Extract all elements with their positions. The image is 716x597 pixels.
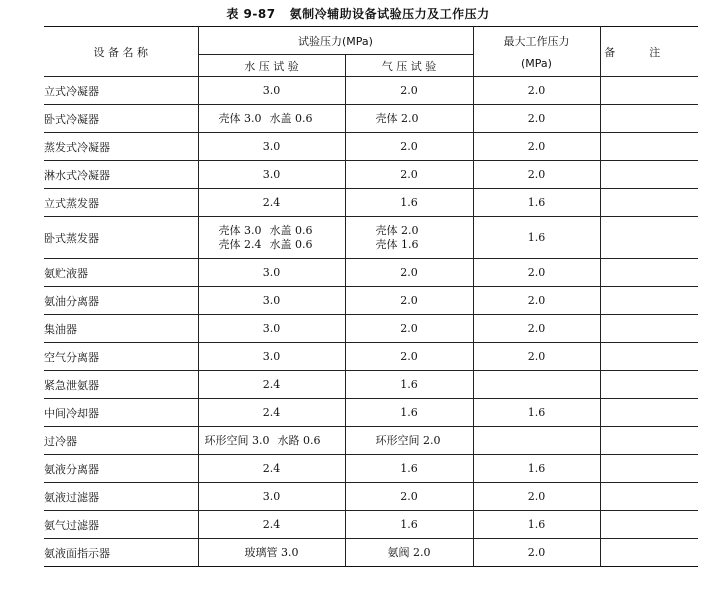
equipment-name: 卧式蒸发器 — [44, 217, 198, 259]
remark-cell — [600, 189, 698, 217]
max-working-value: 2.0 — [473, 315, 600, 343]
equipment-name: 立式蒸发器 — [44, 189, 198, 217]
max-working-value: 1.6 — [473, 189, 600, 217]
remark-cell — [600, 77, 698, 105]
pneumatic-value: 2.0 — [345, 343, 473, 371]
pneumatic-value: 2.0 — [345, 259, 473, 287]
max-working-value: 1.6 — [473, 399, 600, 427]
equipment-name: 氨液分离器 — [44, 455, 198, 483]
remark-cell — [600, 133, 698, 161]
header-max-working-unit: (MPa) — [521, 57, 552, 70]
header-pneumatic-test: 气 压 试 验 — [345, 55, 473, 77]
table-row — [44, 133, 698, 161]
remark-cell — [600, 217, 698, 259]
hydraulic-value: 2.4 — [198, 399, 345, 427]
hydraulic-value: 3.0 — [198, 77, 345, 105]
table-row — [44, 455, 698, 483]
table-row — [44, 77, 698, 105]
hydraulic-water-cover: 水盖 0.6 — [269, 111, 313, 125]
remark-cell — [600, 343, 698, 371]
pneumatic-line-2: 壳体 1.6 — [375, 237, 419, 251]
max-working-value: 1.6 — [473, 455, 600, 483]
table-row — [44, 161, 698, 189]
table-row — [44, 511, 698, 539]
remark-cell — [600, 287, 698, 315]
table-row — [44, 399, 698, 427]
remark-cell — [600, 259, 698, 287]
remark-cell — [600, 483, 698, 511]
header-max-working-label: 最大工作压力 — [503, 35, 570, 48]
equipment-name: 过冷器 — [44, 427, 198, 455]
hydraulic-water-cover: 水盖 0.6 — [269, 237, 313, 251]
hydraulic-water-cover: 水盖 0.6 — [269, 223, 313, 237]
pneumatic-value: 氨阀 2.0 — [345, 539, 473, 567]
max-working-value: 2.0 — [473, 77, 600, 105]
max-working-value: 2.0 — [473, 343, 600, 371]
equipment-name: 氨油分离器 — [44, 287, 198, 315]
header-hydraulic-test: 水 压 试 验 — [198, 55, 345, 77]
equipment-name: 氨气过滤器 — [44, 511, 198, 539]
equipment-name: 卧式冷凝器 — [44, 105, 198, 133]
hydraulic-value: 2.4 — [198, 511, 345, 539]
table-row — [44, 217, 698, 259]
table-row — [44, 287, 698, 315]
pneumatic-value: 2.0 — [345, 483, 473, 511]
hydraulic-value: 3.0 — [198, 133, 345, 161]
hydraulic-value: 3.0 — [198, 343, 345, 371]
equipment-name: 空气分离器 — [44, 343, 198, 371]
max-working-value — [473, 371, 600, 399]
table-row — [44, 105, 698, 133]
equipment-name: 氨液过滤器 — [44, 483, 198, 511]
remark-cell — [600, 455, 698, 483]
remark-cell — [600, 371, 698, 399]
pneumatic-value: 2.0 — [345, 133, 473, 161]
max-working-value: 2.0 — [473, 287, 600, 315]
max-working-value — [473, 427, 600, 455]
remark-cell — [600, 539, 698, 567]
pneumatic-value: 1.6 — [345, 371, 473, 399]
table-row — [44, 315, 698, 343]
max-working-value: 2.0 — [473, 483, 600, 511]
max-working-value: 2.0 — [473, 161, 600, 189]
hydraulic-value — [198, 105, 345, 133]
hydraulic-value: 3.0 — [198, 259, 345, 287]
equipment-name: 集油器 — [44, 315, 198, 343]
hydraulic-shell: 壳体 2.4 — [218, 237, 262, 251]
pneumatic-value: 1.6 — [345, 399, 473, 427]
pneumatic-value: 2.0 — [345, 161, 473, 189]
hydraulic-value: 3.0 — [198, 483, 345, 511]
header-remarks — [600, 27, 698, 77]
hydraulic-annular-space: 环形空间 3.0 — [204, 433, 270, 447]
pressure-table — [44, 26, 698, 567]
table-row — [44, 539, 698, 567]
hydraulic-value — [198, 427, 345, 455]
pneumatic-value: 2.0 — [345, 315, 473, 343]
table-row — [44, 483, 698, 511]
table-title: 氨制冷辅助设备试验压力及工作压力 — [289, 7, 490, 21]
pneumatic-value: 1.6 — [345, 189, 473, 217]
equipment-name: 中间冷却器 — [44, 399, 198, 427]
hydraulic-value: 2.4 — [198, 455, 345, 483]
table-caption — [0, 5, 716, 22]
equipment-name: 立式冷凝器 — [44, 77, 198, 105]
equipment-name: 淋水式冷凝器 — [44, 161, 198, 189]
max-working-value: 1.6 — [473, 217, 600, 259]
hydraulic-line-1 — [219, 224, 345, 238]
pneumatic-value: 2.0 — [345, 77, 473, 105]
equipment-name: 氨贮液器 — [44, 259, 198, 287]
pneumatic-value: 环形空间 2.0 — [345, 427, 473, 455]
hydraulic-water-path: 水路 0.6 — [277, 433, 321, 447]
hydraulic-value: 2.4 — [198, 189, 345, 217]
header-max-working-pressure — [473, 27, 600, 77]
remark-cell — [600, 399, 698, 427]
equipment-name: 氨液面指示器 — [44, 539, 198, 567]
equipment-name: 蒸发式冷凝器 — [44, 133, 198, 161]
table-row — [44, 427, 698, 455]
table-row — [44, 343, 698, 371]
pneumatic-value: 1.6 — [345, 511, 473, 539]
header-equipment-name: 设 备 名 称 — [44, 27, 198, 77]
hydraulic-value: 3.0 — [198, 161, 345, 189]
remark-cell — [600, 511, 698, 539]
equipment-name: 紧急泄氨器 — [44, 371, 198, 399]
max-working-value: 2.0 — [473, 259, 600, 287]
header-remark-char-1: 备 — [604, 45, 616, 59]
max-working-value: 2.0 — [473, 105, 600, 133]
header-remark-char-2: 注 — [649, 45, 661, 59]
remark-cell — [600, 427, 698, 455]
table-row — [44, 259, 698, 287]
pneumatic-value: 2.0 — [345, 287, 473, 315]
remark-cell — [600, 315, 698, 343]
pneumatic-value: 1.6 — [345, 455, 473, 483]
pneumatic-value: 壳体 2.0 — [345, 105, 473, 133]
hydraulic-line-2 — [219, 238, 345, 252]
table-row — [44, 371, 698, 399]
pneumatic-line-1: 壳体 2.0 — [375, 223, 419, 237]
hydraulic-value: 玻璃管 3.0 — [198, 539, 345, 567]
table-row — [44, 189, 698, 217]
pneumatic-value — [345, 217, 473, 259]
hydraulic-shell: 壳体 3.0 — [218, 111, 262, 125]
hydraulic-value — [198, 217, 345, 259]
hydraulic-shell: 壳体 3.0 — [218, 223, 262, 237]
hydraulic-value: 3.0 — [198, 315, 345, 343]
remark-cell — [600, 105, 698, 133]
max-working-value: 2.0 — [473, 133, 600, 161]
hydraulic-value: 2.4 — [198, 371, 345, 399]
max-working-value: 1.6 — [473, 511, 600, 539]
hydraulic-value: 3.0 — [198, 287, 345, 315]
header-test-pressure: 试验压力(MPa) — [198, 27, 473, 55]
table-number: 表 9-87 — [226, 7, 276, 21]
remark-cell — [600, 161, 698, 189]
max-working-value: 2.0 — [473, 539, 600, 567]
